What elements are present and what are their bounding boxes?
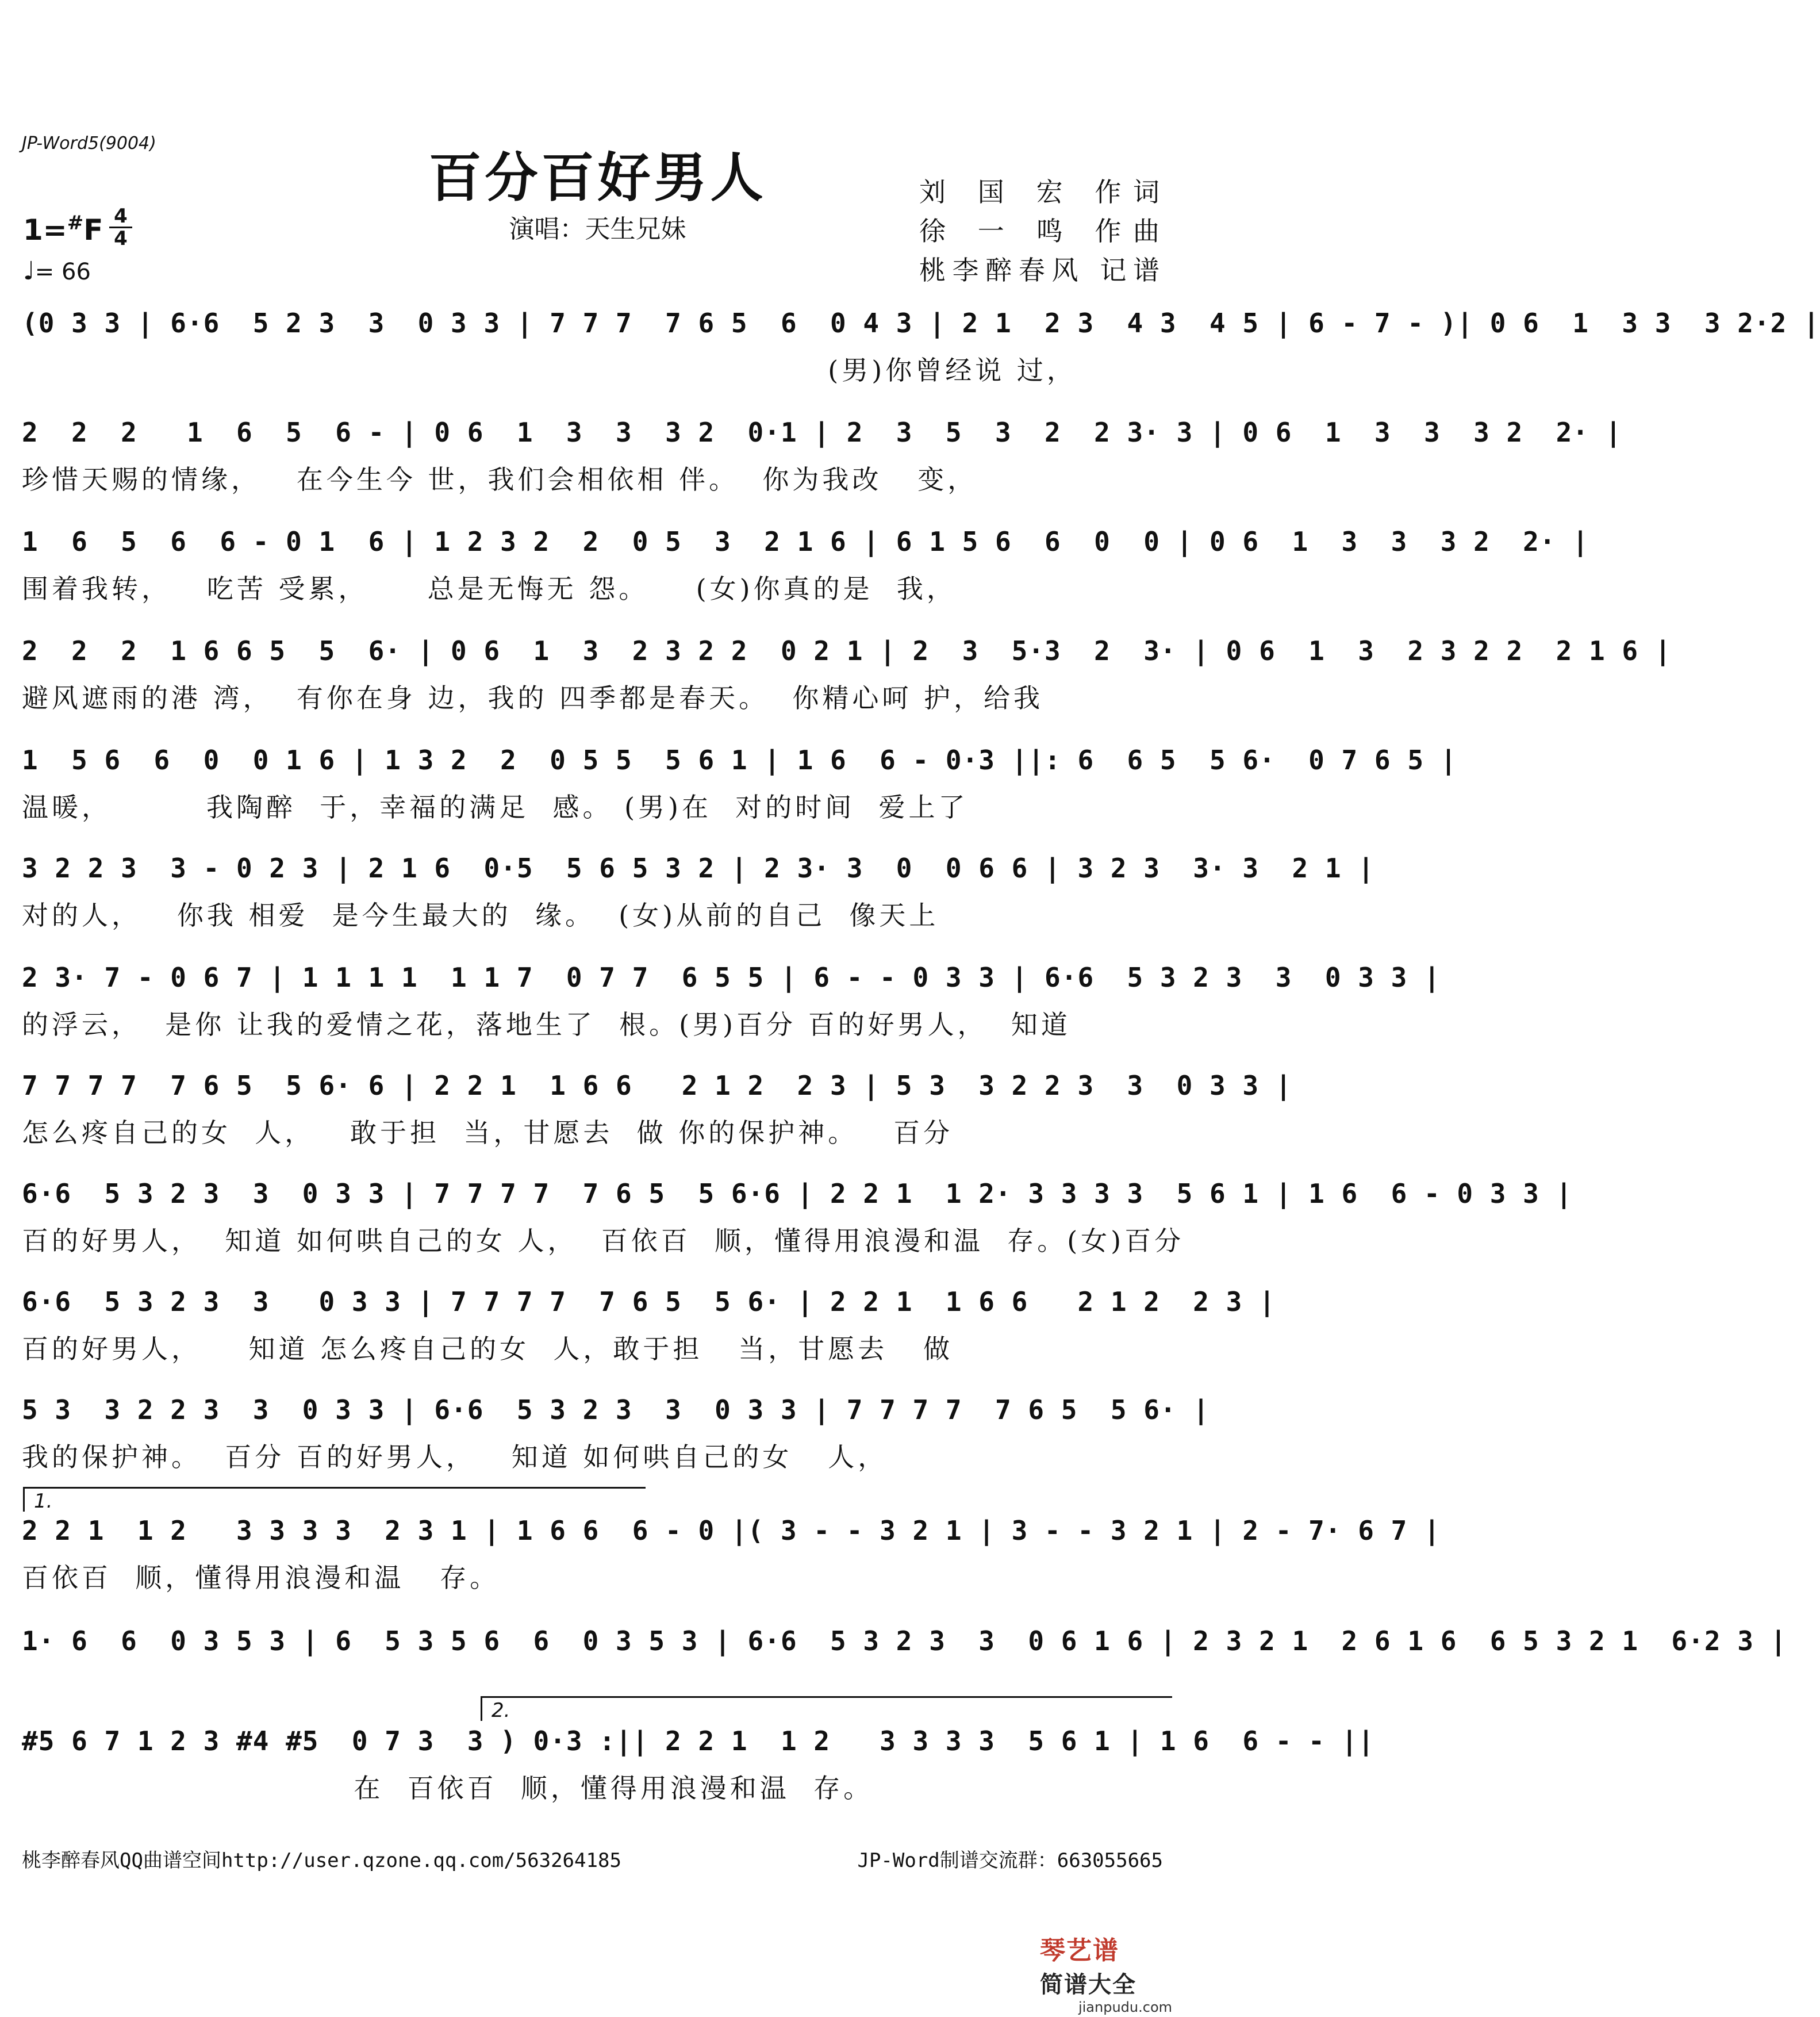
quarter-note-icon: ♩ bbox=[23, 256, 35, 286]
sharp-sign: # bbox=[67, 212, 84, 235]
notation-line: 1 5 6 6 0 0 1 6 | 1 3 2 2 0 5 5 5 6 1 | 1 6 6 - 0·3 ||: 6 6 5 5 6· 0 7 6 5 | bbox=[22, 745, 1457, 776]
lyric-line: 避风遮雨的港 湾， 有你在身 边，我的 四季都是春天。 你精心呵 护，给我 bbox=[22, 682, 1043, 714]
lyric-line: 珍惜天赐的情缘， 在今生今 世，我们会相依相 伴。 你为我改 变， bbox=[22, 464, 978, 495]
software-label: JP-Word5(9004) bbox=[22, 133, 156, 154]
key-prefix: 1= bbox=[23, 213, 67, 247]
staff-system bbox=[22, 1283, 1276, 1367]
tempo-mark bbox=[23, 256, 91, 286]
staff-system bbox=[22, 414, 1622, 498]
lyric-line: 我的保护神。 百分 百的好男人， 知道 如何哄自己的女 人， bbox=[22, 1441, 888, 1473]
staff-system bbox=[22, 959, 1441, 1043]
time-signature bbox=[109, 206, 132, 249]
lyric-line: 温暖， 我陶醉 于，幸福的满足 感。 (男)在 对的时间 爱上了 bbox=[22, 792, 969, 823]
lyric-line: 百的好男人， 知道 怎么疼自己的女 人，敢于担 当，甘愿去 做 bbox=[22, 1333, 954, 1364]
notation-line: 2 2 1 1 2 3 3 3 3 2 3 1 | 1 6 6 6 - 0 |( 3 - - 3 2 1 | 3 - - 3 2 1 | 2 - 7· 6 7 | bbox=[22, 1515, 1441, 1546]
lyric-line: 百的好男人， 知道 如何哄自己的女 人， 百依百 顺，懂得用浪漫和温 存。(女)百分 bbox=[22, 1225, 1185, 1256]
notation-line: 2 2 2 1 6 6 5 5 6· | 0 6 1 3 2 3 2 2 0 2 1 | 2 3 5·3 2 3· | 0 6 1 3 2 3 2 2 2 1 6 | bbox=[22, 635, 1672, 666]
notation-line: 5 3 3 2 2 3 3 0 3 3 | 6·6 5 3 2 3 3 0 3 3 | 7 7 7 7 7 6 5 5 6· | bbox=[22, 1394, 1210, 1425]
notation-line: 7 7 7 7 7 6 5 5 6· 6 | 2 2 1 1 6 6 2 1 2 2 3 | 5 3 3 2 2 3 3 0 3 3 | bbox=[22, 1070, 1292, 1101]
composer: 徐 一 鸣 作曲 bbox=[919, 216, 1161, 247]
notation-line: (0 3 3 | 6·6 5 2 3 3 0 3 3 | 7 7 7 7 6 5 6 0 4 3 | 2 1 2 3 4 3 4 5 | 6 - 7 - )| 0 6 1 3 3 3 2·2 | bbox=[22, 308, 1820, 339]
staff-system bbox=[22, 1391, 1210, 1475]
footer-right: JP-Word制谱交流群：663055665 bbox=[857, 1849, 1163, 1872]
volta-second-ending bbox=[481, 1696, 1172, 1721]
volta-first-ending bbox=[23, 1487, 646, 1512]
notation-line: 6·6 5 3 2 3 3 0 3 3 | 7 7 7 7 7 6 5 5 6· | 2 2 1 1 6 6 2 1 2 2 3 | bbox=[22, 1286, 1276, 1317]
site-logo bbox=[1040, 1930, 1172, 2015]
key-signature bbox=[23, 212, 103, 247]
staff-system bbox=[22, 305, 1820, 389]
credits bbox=[919, 172, 1161, 290]
notation-line: #5 6 7 1 2 3 #4 #5 0 7 3 3 ) 0·3 :|| 2 2 1 1 2 3 3 3 3 5 6 1 | 1 6 6 - - || bbox=[22, 1725, 1374, 1757]
staff-system bbox=[22, 1623, 1787, 1707]
staff-system bbox=[22, 1175, 1573, 1259]
staff-system bbox=[22, 1723, 1374, 1807]
staff-system bbox=[22, 1067, 1292, 1151]
lyric-line: 对的人， 你我 相爱 是今生最大的 缘。 (女)从前的自己 像天上 bbox=[22, 900, 939, 931]
notation-line: 1 6 5 6 6 - 0 1 6 | 1 2 3 2 2 0 5 3 2 1 6 | 6 1 5 6 6 0 0 | 0 6 1 3 3 3 2 2· | bbox=[22, 526, 1589, 557]
lyric-line: 百依百 顺，懂得用浪漫和温 存。 bbox=[22, 1562, 500, 1593]
notation-line: 2 2 2 1 6 5 6 - | 0 6 1 3 3 3 2 0·1 | 2 3 5 3 2 2 3· 3 | 0 6 1 3 3 3 2 2· | bbox=[22, 417, 1622, 448]
lyric-line: 的浮云， 是你 让我的爱情之花，落地生了 根。(男)百分 百的好男人， 知道 bbox=[22, 1009, 1071, 1040]
lyric-line: 怎么疼自己的女 人， 敢于担 当，甘愿去 做 你的保护神。 百分 bbox=[22, 1117, 954, 1148]
logo-brand: 琴艺谱 bbox=[1040, 1936, 1119, 1965]
footer-left: 桃李醉春风QQ曲谱空间http://user.qzone.qq.com/563264185 bbox=[22, 1849, 621, 1872]
volta-label: 2. bbox=[492, 1699, 510, 1722]
lyric-line: 围着我转， 吃苦 受累， 总是无悔无 怨。 (女)你真的是 我， bbox=[22, 573, 957, 604]
meter-top: 4 bbox=[114, 205, 128, 228]
staff-system bbox=[22, 742, 1457, 826]
logo-url: jianpudu.com bbox=[1078, 1999, 1172, 2015]
transcriber: 桃李醉春风 记谱 bbox=[919, 255, 1161, 286]
song-title: 百分百好男人 bbox=[428, 147, 767, 209]
staff-system bbox=[22, 632, 1672, 716]
notation-line: 2 3· 7 - 0 6 7 | 1 1 1 1 1 1 7 0 7 7 6 5 5 | 6 - - 0 3 3 | 6·6 5 3 2 3 3 0 3 3 | bbox=[22, 962, 1441, 993]
meter-bottom: 4 bbox=[109, 227, 132, 249]
staff-system bbox=[22, 850, 1374, 934]
lyricist: 刘 国 宏 作词 bbox=[919, 177, 1161, 208]
lyric-line: (男)你曾经说 过， bbox=[22, 355, 1077, 386]
key-note: F bbox=[83, 213, 103, 247]
staff-system bbox=[22, 523, 1589, 607]
tempo-value: = 66 bbox=[34, 259, 91, 285]
volta-label: 1. bbox=[34, 1490, 53, 1513]
singer-line: 演唱：天生兄妹 bbox=[509, 214, 686, 244]
notation-line: 6·6 5 3 2 3 3 0 3 3 | 7 7 7 7 7 6 5 5 6·6 | 2 2 1 1 2· 3 3 3 3 5 6 1 | 1 6 6 - 0 3 3 | bbox=[22, 1178, 1573, 1209]
logo-name: 简谱大全 bbox=[1040, 1972, 1136, 1998]
lyric-line: 在 百依百 顺，懂得用浪漫和温 存。 bbox=[22, 1773, 874, 1804]
notation-line: 3 2 2 3 3 - 0 2 3 | 2 1 6 0·5 5 6 5 3 2 | 2 3· 3 0 0 6 6 | 3 2 3 3· 3 2 1 | bbox=[22, 853, 1374, 884]
staff-system bbox=[22, 1512, 1441, 1596]
notation-line: 1· 6 6 0 3 5 3 | 6 5 3 5 6 6 0 3 5 3 | 6·6 5 3 2 3 3 0 6 1 6 | 2 3 2 1 2 6 1 6 6 5 3 2 1 6·2 3 | bbox=[22, 1625, 1787, 1656]
